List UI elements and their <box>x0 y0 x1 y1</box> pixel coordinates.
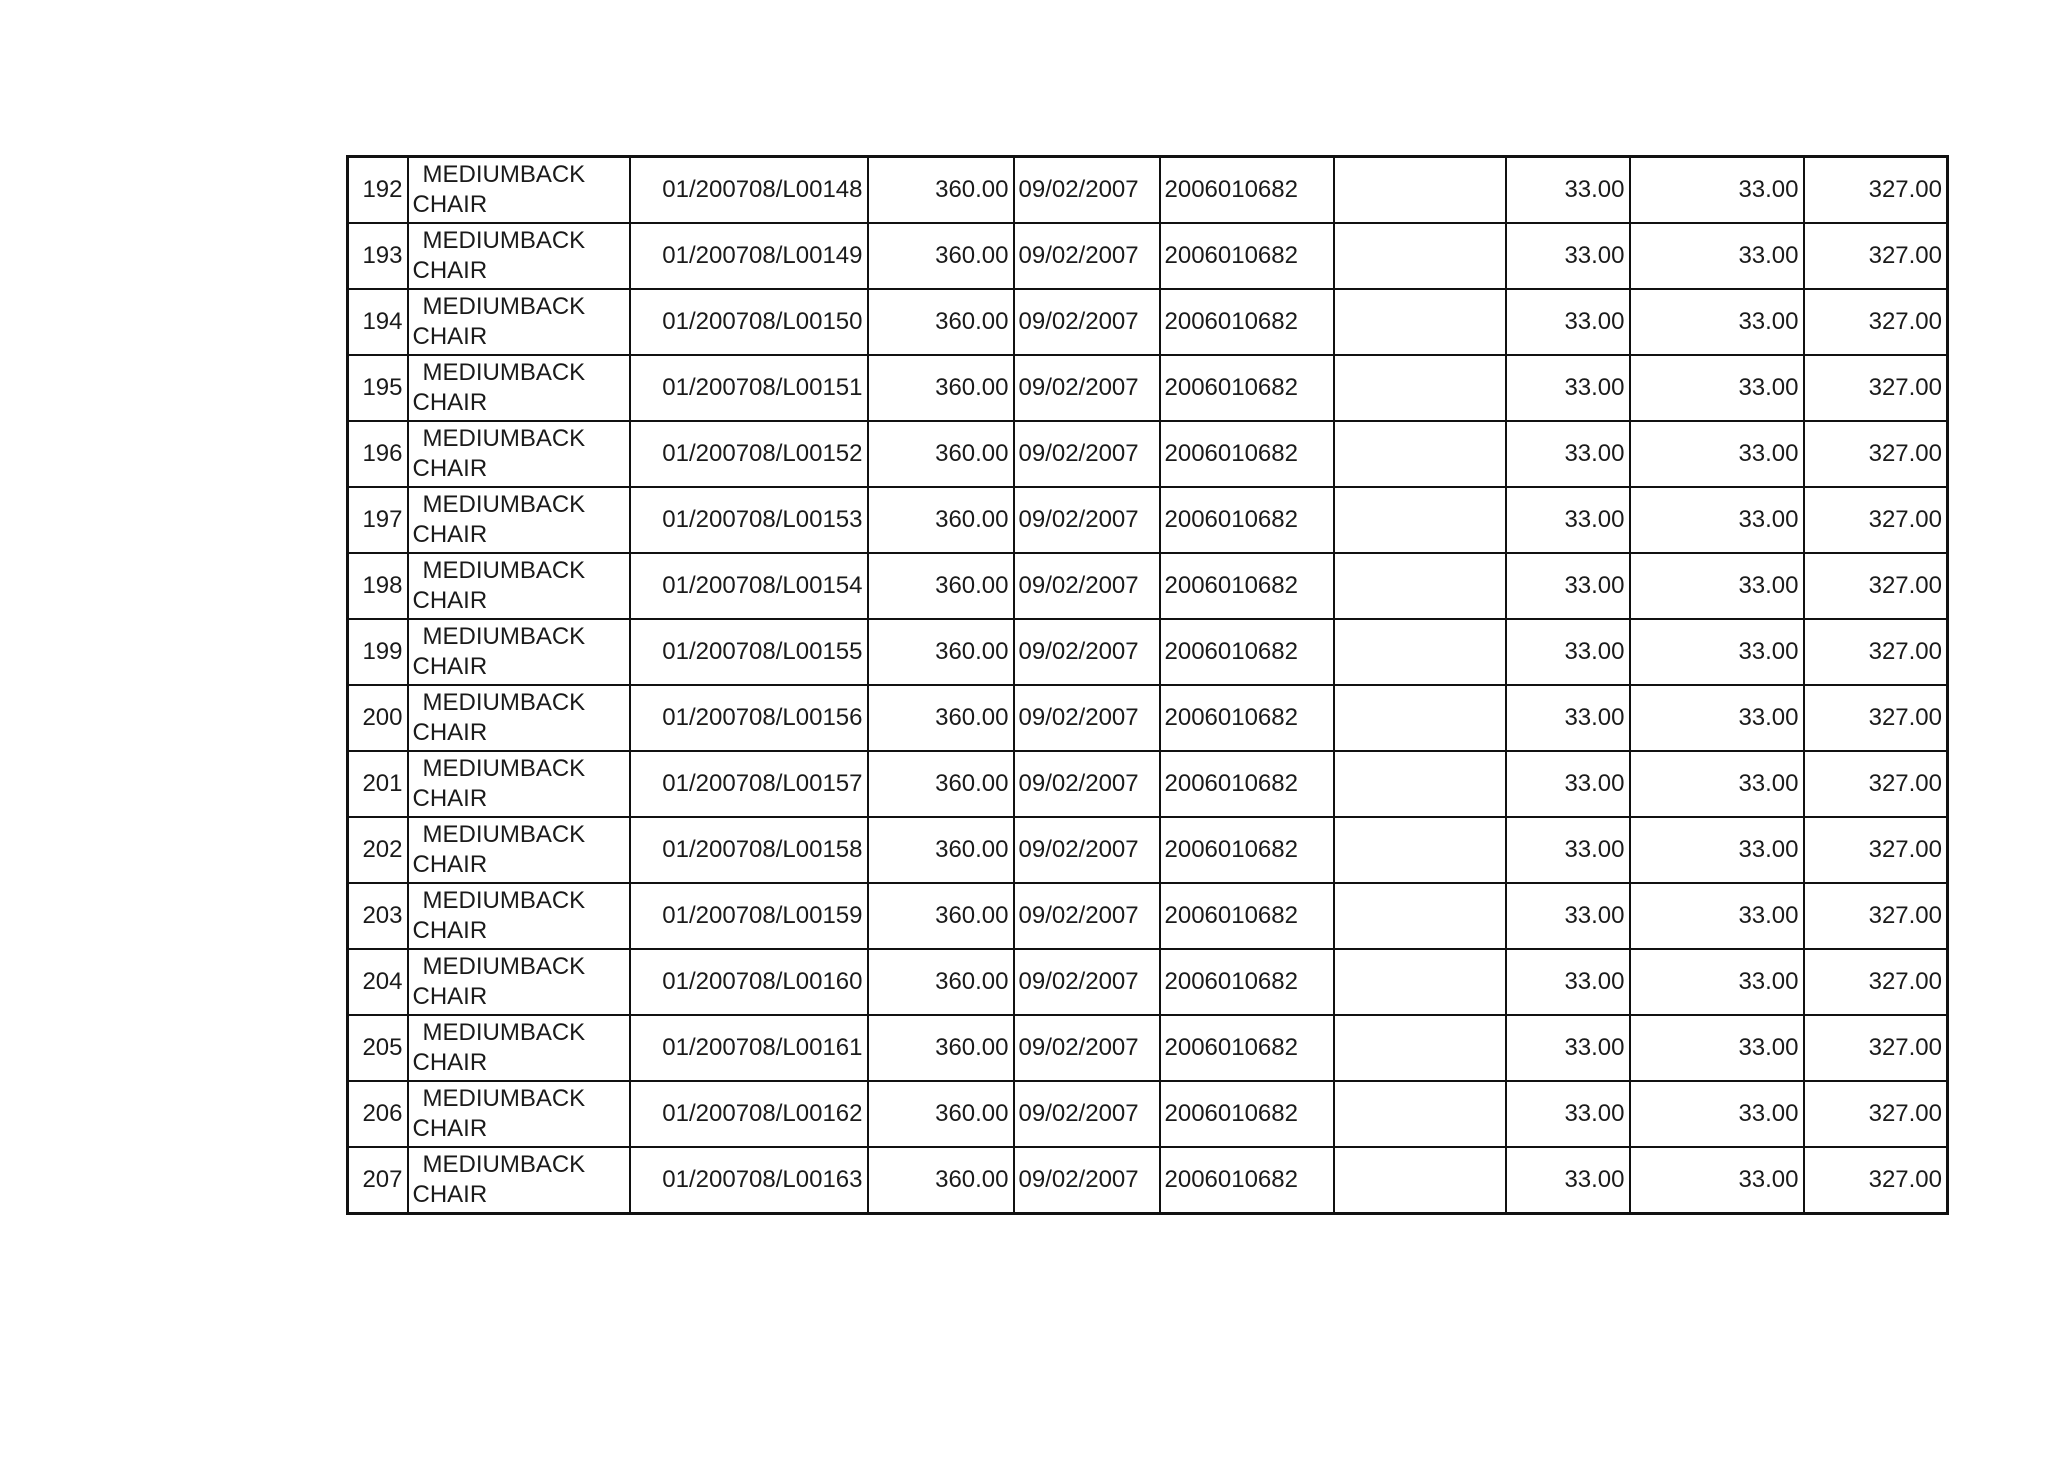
code-cell: 2006010682 <box>1160 157 1334 224</box>
cost-cell: 360.00 <box>868 355 1014 421</box>
asset-register-table <box>346 155 1949 1215</box>
cost-cell: 360.00 <box>868 1147 1014 1214</box>
depreciation-cell: 33.00 <box>1506 289 1630 355</box>
serial-number-cell: 194 <box>348 289 408 355</box>
table-row <box>348 223 1948 289</box>
date-cell: 09/02/2007 <box>1014 1015 1160 1081</box>
accumulated-depreciation-cell: 33.00 <box>1630 421 1804 487</box>
cost-cell: 360.00 <box>868 223 1014 289</box>
empty-cell <box>1334 883 1506 949</box>
description-cell <box>408 553 630 619</box>
depreciation-cell: 33.00 <box>1506 817 1630 883</box>
accumulated-depreciation-cell: 33.00 <box>1630 1015 1804 1081</box>
accumulated-depreciation-cell: 33.00 <box>1630 619 1804 685</box>
reference-number-cell: 01/200708/L00163 <box>630 1147 868 1214</box>
description-line-2: CHAIR <box>412 851 488 878</box>
depreciation-cell: 33.00 <box>1506 487 1630 553</box>
description-line-2: CHAIR <box>412 1049 488 1076</box>
description-cell <box>408 817 630 883</box>
description-line-1: MEDIUMBACK <box>422 491 586 518</box>
description-line-2: CHAIR <box>412 917 488 944</box>
written-down-value-cell: 327.00 <box>1804 157 1948 224</box>
reference-number-cell: 01/200708/L00158 <box>630 817 868 883</box>
reference-number-cell: 01/200708/L00153 <box>630 487 868 553</box>
date-cell: 09/02/2007 <box>1014 487 1160 553</box>
description-line-2: CHAIR <box>412 257 488 284</box>
code-cell: 2006010682 <box>1160 421 1334 487</box>
description-line-2: CHAIR <box>412 191 488 218</box>
description-line-1: MEDIUMBACK <box>422 425 586 452</box>
accumulated-depreciation-cell: 33.00 <box>1630 157 1804 224</box>
depreciation-cell: 33.00 <box>1506 553 1630 619</box>
reference-number-cell: 01/200708/L00162 <box>630 1081 868 1147</box>
empty-cell <box>1334 817 1506 883</box>
description-line-2: CHAIR <box>412 653 488 680</box>
written-down-value-cell: 327.00 <box>1804 685 1948 751</box>
written-down-value-cell: 327.00 <box>1804 1015 1948 1081</box>
reference-number-cell: 01/200708/L00148 <box>630 157 868 224</box>
description-cell <box>408 223 630 289</box>
reference-number-cell: 01/200708/L00161 <box>630 1015 868 1081</box>
depreciation-cell: 33.00 <box>1506 883 1630 949</box>
description-line-1: MEDIUMBACK <box>422 557 586 584</box>
date-cell: 09/02/2007 <box>1014 157 1160 224</box>
cost-cell: 360.00 <box>868 487 1014 553</box>
description-line-1: MEDIUMBACK <box>422 359 586 386</box>
code-cell: 2006010682 <box>1160 817 1334 883</box>
serial-number-cell: 206 <box>348 1081 408 1147</box>
date-cell: 09/02/2007 <box>1014 949 1160 1015</box>
description-cell <box>408 487 630 553</box>
serial-number-cell: 201 <box>348 751 408 817</box>
serial-number-cell: 199 <box>348 619 408 685</box>
description-line-1: MEDIUMBACK <box>422 689 586 716</box>
description-cell <box>408 157 630 224</box>
serial-number-cell: 203 <box>348 883 408 949</box>
code-cell: 2006010682 <box>1160 487 1334 553</box>
code-cell: 2006010682 <box>1160 949 1334 1015</box>
table-body <box>348 157 1948 1214</box>
table-row <box>348 157 1948 224</box>
written-down-value-cell: 327.00 <box>1804 289 1948 355</box>
description-cell <box>408 685 630 751</box>
written-down-value-cell: 327.00 <box>1804 355 1948 421</box>
description-line-2: CHAIR <box>412 983 488 1010</box>
depreciation-cell: 33.00 <box>1506 949 1630 1015</box>
table-row <box>348 421 1948 487</box>
description-line-1: MEDIUMBACK <box>422 953 586 980</box>
written-down-value-cell: 327.00 <box>1804 1147 1948 1214</box>
cost-cell: 360.00 <box>868 883 1014 949</box>
empty-cell <box>1334 223 1506 289</box>
written-down-value-cell: 327.00 <box>1804 223 1948 289</box>
table-row <box>348 1147 1948 1214</box>
date-cell: 09/02/2007 <box>1014 1147 1160 1214</box>
reference-number-cell: 01/200708/L00156 <box>630 685 868 751</box>
empty-cell <box>1334 553 1506 619</box>
serial-number-cell: 196 <box>348 421 408 487</box>
cost-cell: 360.00 <box>868 619 1014 685</box>
cost-cell: 360.00 <box>868 817 1014 883</box>
table-row <box>348 685 1948 751</box>
cost-cell: 360.00 <box>868 685 1014 751</box>
date-cell: 09/02/2007 <box>1014 289 1160 355</box>
depreciation-cell: 33.00 <box>1506 1015 1630 1081</box>
accumulated-depreciation-cell: 33.00 <box>1630 883 1804 949</box>
reference-number-cell: 01/200708/L00157 <box>630 751 868 817</box>
reference-number-cell: 01/200708/L00155 <box>630 619 868 685</box>
code-cell: 2006010682 <box>1160 289 1334 355</box>
accumulated-depreciation-cell: 33.00 <box>1630 1081 1804 1147</box>
empty-cell <box>1334 421 1506 487</box>
reference-number-cell: 01/200708/L00149 <box>630 223 868 289</box>
table-row <box>348 751 1948 817</box>
reference-number-cell: 01/200708/L00152 <box>630 421 868 487</box>
written-down-value-cell: 327.00 <box>1804 553 1948 619</box>
date-cell: 09/02/2007 <box>1014 1081 1160 1147</box>
written-down-value-cell: 327.00 <box>1804 751 1948 817</box>
accumulated-depreciation-cell: 33.00 <box>1630 751 1804 817</box>
depreciation-cell: 33.00 <box>1506 685 1630 751</box>
empty-cell <box>1334 1015 1506 1081</box>
written-down-value-cell: 327.00 <box>1804 817 1948 883</box>
empty-cell <box>1334 751 1506 817</box>
table-row <box>348 619 1948 685</box>
reference-number-cell: 01/200708/L00159 <box>630 883 868 949</box>
depreciation-cell: 33.00 <box>1506 1147 1630 1214</box>
serial-number-cell: 202 <box>348 817 408 883</box>
description-line-2: CHAIR <box>412 785 488 812</box>
table-row <box>348 1015 1948 1081</box>
code-cell: 2006010682 <box>1160 751 1334 817</box>
code-cell: 2006010682 <box>1160 883 1334 949</box>
accumulated-depreciation-cell: 33.00 <box>1630 553 1804 619</box>
description-cell <box>408 1015 630 1081</box>
description-cell <box>408 883 630 949</box>
date-cell: 09/02/2007 <box>1014 619 1160 685</box>
code-cell: 2006010682 <box>1160 1147 1334 1214</box>
depreciation-cell: 33.00 <box>1506 1081 1630 1147</box>
serial-number-cell: 192 <box>348 157 408 224</box>
depreciation-cell: 33.00 <box>1506 619 1630 685</box>
serial-number-cell: 204 <box>348 949 408 1015</box>
cost-cell: 360.00 <box>868 421 1014 487</box>
serial-number-cell: 193 <box>348 223 408 289</box>
table-row <box>348 355 1948 421</box>
empty-cell <box>1334 487 1506 553</box>
description-line-1: MEDIUMBACK <box>422 623 586 650</box>
table-row <box>348 553 1948 619</box>
code-cell: 2006010682 <box>1160 685 1334 751</box>
accumulated-depreciation-cell: 33.00 <box>1630 355 1804 421</box>
empty-cell <box>1334 619 1506 685</box>
accumulated-depreciation-cell: 33.00 <box>1630 685 1804 751</box>
depreciation-cell: 33.00 <box>1506 157 1630 224</box>
accumulated-depreciation-cell: 33.00 <box>1630 949 1804 1015</box>
date-cell: 09/02/2007 <box>1014 223 1160 289</box>
date-cell: 09/02/2007 <box>1014 553 1160 619</box>
reference-number-cell: 01/200708/L00160 <box>630 949 868 1015</box>
serial-number-cell: 197 <box>348 487 408 553</box>
description-line-1: MEDIUMBACK <box>422 293 586 320</box>
description-cell <box>408 1147 630 1214</box>
accumulated-depreciation-cell: 33.00 <box>1630 223 1804 289</box>
empty-cell <box>1334 157 1506 224</box>
description-line-2: CHAIR <box>412 587 488 614</box>
reference-number-cell: 01/200708/L00151 <box>630 355 868 421</box>
written-down-value-cell: 327.00 <box>1804 883 1948 949</box>
table-row <box>348 883 1948 949</box>
description-line-1: MEDIUMBACK <box>422 1085 586 1112</box>
description-line-1: MEDIUMBACK <box>422 1019 586 1046</box>
date-cell: 09/02/2007 <box>1014 421 1160 487</box>
serial-number-cell: 198 <box>348 553 408 619</box>
empty-cell <box>1334 1147 1506 1214</box>
accumulated-depreciation-cell: 33.00 <box>1630 1147 1804 1214</box>
written-down-value-cell: 327.00 <box>1804 487 1948 553</box>
empty-cell <box>1334 289 1506 355</box>
description-line-1: MEDIUMBACK <box>422 1151 586 1178</box>
description-line-2: CHAIR <box>412 389 488 416</box>
cost-cell: 360.00 <box>868 157 1014 224</box>
cost-cell: 360.00 <box>868 553 1014 619</box>
written-down-value-cell: 327.00 <box>1804 619 1948 685</box>
description-line-2: CHAIR <box>412 1181 488 1208</box>
written-down-value-cell: 327.00 <box>1804 1081 1948 1147</box>
description-line-2: CHAIR <box>412 455 488 482</box>
code-cell: 2006010682 <box>1160 1081 1334 1147</box>
serial-number-cell: 207 <box>348 1147 408 1214</box>
description-line-1: MEDIUMBACK <box>422 227 586 254</box>
empty-cell <box>1334 1081 1506 1147</box>
table-row <box>348 817 1948 883</box>
written-down-value-cell: 327.00 <box>1804 421 1948 487</box>
written-down-value-cell: 327.00 <box>1804 949 1948 1015</box>
cost-cell: 360.00 <box>868 1015 1014 1081</box>
table-row <box>348 949 1948 1015</box>
cost-cell: 360.00 <box>868 751 1014 817</box>
code-cell: 2006010682 <box>1160 223 1334 289</box>
description-line-1: MEDIUMBACK <box>422 161 586 188</box>
description-line-2: CHAIR <box>412 719 488 746</box>
cost-cell: 360.00 <box>868 289 1014 355</box>
accumulated-depreciation-cell: 33.00 <box>1630 487 1804 553</box>
empty-cell <box>1334 685 1506 751</box>
serial-number-cell: 195 <box>348 355 408 421</box>
depreciation-cell: 33.00 <box>1506 355 1630 421</box>
table-row <box>348 487 1948 553</box>
reference-number-cell: 01/200708/L00150 <box>630 289 868 355</box>
description-cell <box>408 1081 630 1147</box>
cost-cell: 360.00 <box>868 1081 1014 1147</box>
description-line-2: CHAIR <box>412 521 488 548</box>
description-cell <box>408 751 630 817</box>
date-cell: 09/02/2007 <box>1014 883 1160 949</box>
date-cell: 09/02/2007 <box>1014 685 1160 751</box>
description-cell <box>408 355 630 421</box>
table-row <box>348 289 1948 355</box>
reference-number-cell: 01/200708/L00154 <box>630 553 868 619</box>
code-cell: 2006010682 <box>1160 553 1334 619</box>
empty-cell <box>1334 949 1506 1015</box>
serial-number-cell: 200 <box>348 685 408 751</box>
description-line-2: CHAIR <box>412 1115 488 1142</box>
depreciation-cell: 33.00 <box>1506 751 1630 817</box>
description-cell <box>408 421 630 487</box>
cost-cell: 360.00 <box>868 949 1014 1015</box>
description-line-2: CHAIR <box>412 323 488 350</box>
serial-number-cell: 205 <box>348 1015 408 1081</box>
table-row <box>348 1081 1948 1147</box>
code-cell: 2006010682 <box>1160 619 1334 685</box>
date-cell: 09/02/2007 <box>1014 751 1160 817</box>
accumulated-depreciation-cell: 33.00 <box>1630 289 1804 355</box>
description-cell <box>408 619 630 685</box>
description-cell <box>408 289 630 355</box>
description-line-1: MEDIUMBACK <box>422 821 586 848</box>
description-line-1: MEDIUMBACK <box>422 755 586 782</box>
date-cell: 09/02/2007 <box>1014 355 1160 421</box>
depreciation-cell: 33.00 <box>1506 421 1630 487</box>
description-cell <box>408 949 630 1015</box>
depreciation-cell: 33.00 <box>1506 223 1630 289</box>
code-cell: 2006010682 <box>1160 1015 1334 1081</box>
code-cell: 2006010682 <box>1160 355 1334 421</box>
empty-cell <box>1334 355 1506 421</box>
description-line-1: MEDIUMBACK <box>422 887 586 914</box>
date-cell: 09/02/2007 <box>1014 817 1160 883</box>
accumulated-depreciation-cell: 33.00 <box>1630 817 1804 883</box>
